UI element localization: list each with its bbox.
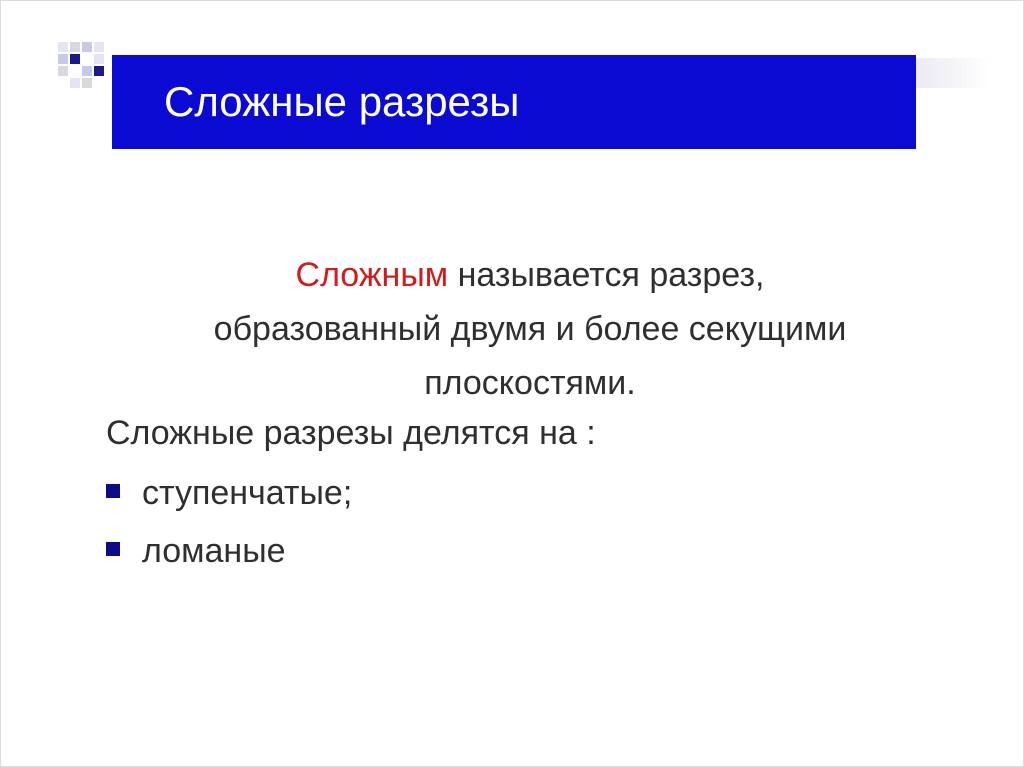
definition-paragraph (110, 248, 950, 410)
intro-text: Сложные разрезы делятся на : (106, 414, 596, 452)
definition-line-2: образованный двумя и более секущими (213, 310, 847, 348)
list-item-label: ступенчатые; (142, 474, 353, 512)
list-item (104, 528, 352, 586)
definition-line-1-rest: называется разрез, (448, 256, 765, 294)
bullet-list (104, 470, 352, 586)
list-item (104, 470, 352, 528)
square-bullet-icon (106, 484, 120, 498)
list-item-label: ломаные (142, 532, 286, 570)
definition-line-1 (110, 248, 950, 302)
definition-line-3: плоскостями. (424, 364, 636, 402)
slide-title: Сложные разрезы (164, 78, 520, 125)
square-bullet-icon (106, 542, 120, 556)
definition-term: Сложным (295, 256, 449, 294)
